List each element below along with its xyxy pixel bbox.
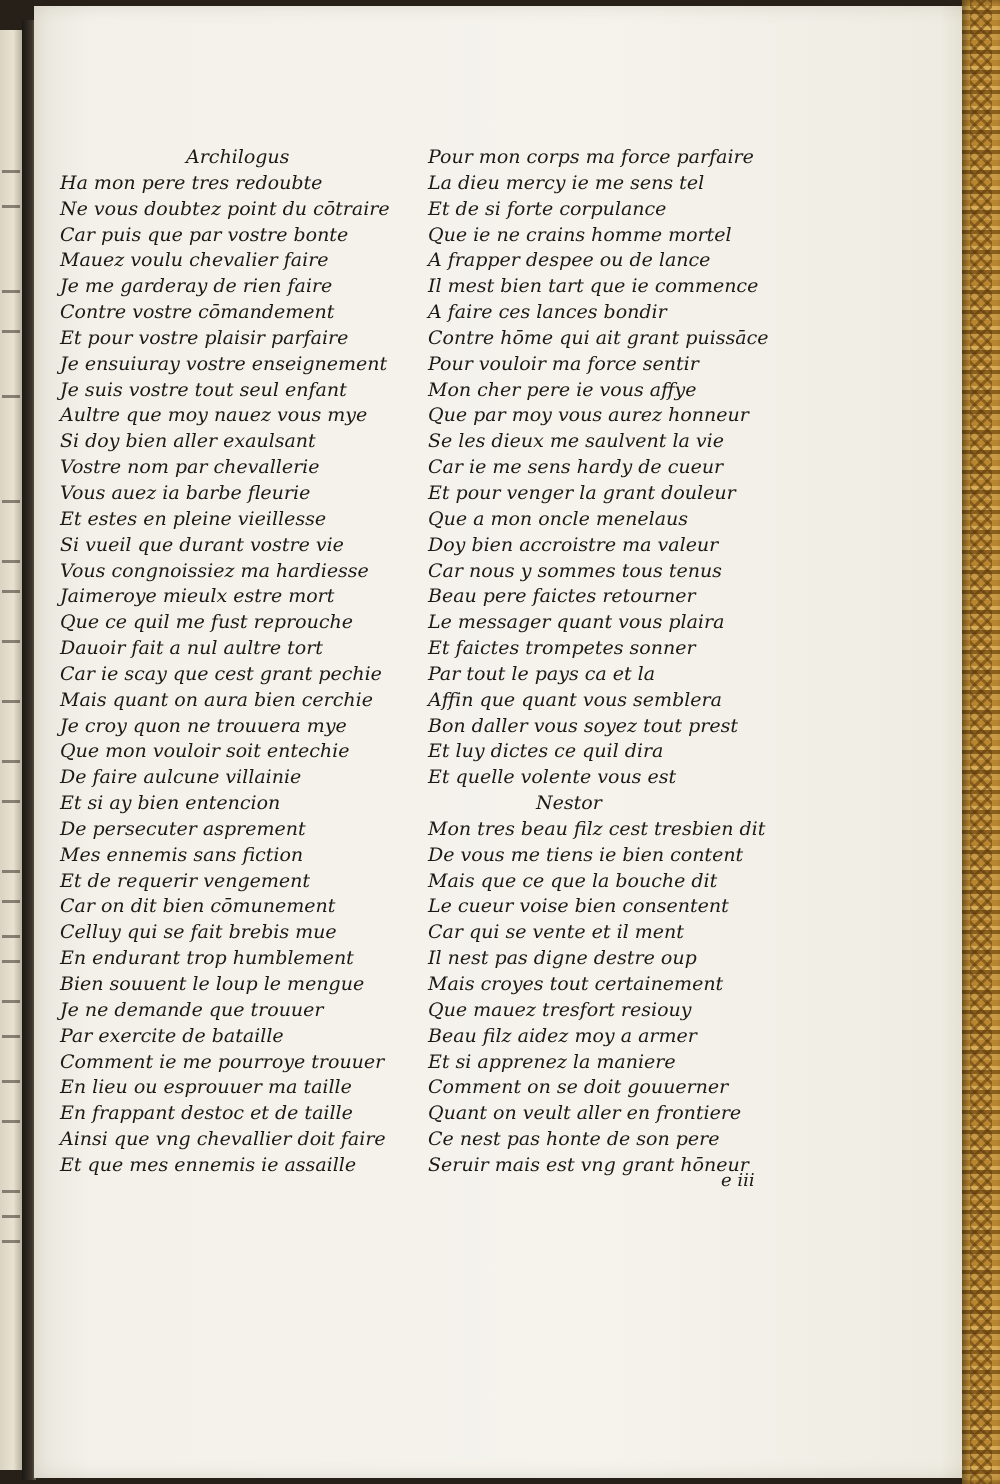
text-fragment bbox=[2, 500, 20, 503]
verse-line: Que ce quil me fust reprouche bbox=[60, 611, 353, 634]
verse-line: Car nous y sommes tous tenus bbox=[428, 559, 722, 582]
verse-line: Contre hōme qui ait grant puissāce bbox=[428, 326, 769, 349]
verse-line: Et luy dictes ce quil dira bbox=[428, 740, 664, 763]
facing-page-text-fragments bbox=[0, 30, 22, 1470]
verse-line: Affin que quant vous semblera bbox=[428, 688, 722, 711]
verse-line: Le messager quant vous plaira bbox=[428, 611, 725, 634]
verse-line: A frapper despee ou de lance bbox=[428, 249, 711, 272]
verse-line: Que mauez tresfort resiouy bbox=[428, 998, 692, 1021]
verse-line: Que par moy vous aurez honneur bbox=[428, 404, 749, 427]
verse-line: Quant on veult aller en frontiere bbox=[428, 1102, 742, 1125]
text-fragment bbox=[2, 900, 20, 903]
verse-line: Par tout le pays ca et la bbox=[428, 662, 656, 685]
verse-line: Car ie scay que cest grant pechie bbox=[60, 662, 382, 685]
verse-line: Bien souuent le loup le mengue bbox=[60, 973, 365, 995]
verse-line: En endurant trop humblement bbox=[60, 947, 354, 970]
text-fragment bbox=[2, 590, 20, 593]
gathering-signature: e iii bbox=[721, 1170, 755, 1191]
verse-line: Mon cher pere ie vous affye bbox=[428, 378, 697, 401]
verse-line: Et pour venger la grant douleur bbox=[428, 481, 736, 504]
verse-line: Pour vouloir ma force sentir bbox=[428, 352, 699, 375]
verse-line: Et quelle volente vous est bbox=[428, 766, 677, 789]
verse-line: Vous auez ia barbe fleurie bbox=[60, 481, 311, 504]
left-text-column bbox=[60, 145, 420, 1179]
text-fragment bbox=[2, 960, 20, 963]
verse-line: Dauoir fait a nul aultre tort bbox=[60, 637, 323, 660]
verse-line: Celluy qui se fait brebis mue bbox=[60, 921, 337, 944]
verse-line: Ainsi que vng chevallier doit faire bbox=[60, 1128, 386, 1151]
verse-line: De vous me tiens ie bien content bbox=[428, 843, 744, 866]
text-fragment bbox=[2, 330, 20, 333]
verse-line: En frappant destoc et de taille bbox=[60, 1102, 353, 1125]
verse-line: Car puis que par vostre bonte bbox=[60, 223, 349, 246]
verse-line: Que ie ne crains homme mortel bbox=[428, 223, 732, 246]
gilt-tooling-pattern bbox=[970, 0, 992, 1484]
facing-page-edge bbox=[0, 30, 22, 1470]
text-fragment bbox=[2, 170, 20, 173]
verse-line: Que a mon oncle menelaus bbox=[428, 507, 689, 530]
verse-line: Il mest bien tart que ie commence bbox=[428, 275, 759, 298]
verse-line: Vous congnoissiez ma hardiesse bbox=[60, 559, 369, 582]
verse-line: Mais que ce que la bouche dit bbox=[428, 869, 718, 892]
verse-line: Le cueur voise bien consentent bbox=[428, 895, 729, 918]
verse-line: Car on dit bien cōmunement bbox=[60, 895, 336, 918]
verse-line: En lieu ou esprouuer ma taille bbox=[60, 1076, 352, 1099]
text-fragment bbox=[2, 1000, 20, 1003]
verse-line: Et faictes trompetes sonner bbox=[428, 637, 696, 660]
text-fragment bbox=[2, 870, 20, 873]
verse-line: A faire ces lances bondir bbox=[428, 301, 667, 324]
verse-line: Je suis vostre tout seul enfant bbox=[60, 378, 347, 401]
verse-line: Et pour vostre plaisir parfaire bbox=[60, 326, 349, 349]
verse-line: Bon daller vous soyez tout prest bbox=[428, 714, 738, 737]
verse-line: Seruir mais est vng grant hōneur bbox=[428, 1153, 749, 1176]
text-fragment bbox=[2, 1120, 20, 1123]
text-fragment bbox=[2, 935, 20, 938]
verse-line: Jaimeroye mieulx estre mort bbox=[60, 585, 335, 608]
text-fragment bbox=[2, 205, 20, 208]
verse-line: Et de requerir vengement bbox=[60, 869, 310, 892]
verse-line: Comment ie me pourroye trouuer bbox=[60, 1050, 385, 1073]
verse-line: Mauez voulu chevalier faire bbox=[60, 249, 329, 272]
verse-line: Par exercite de bataille bbox=[60, 1024, 284, 1047]
text-fragment bbox=[2, 1080, 20, 1083]
verse-line: Car qui se vente et il ment bbox=[428, 921, 684, 944]
verse-line: Je croy quon ne trouuera mye bbox=[60, 714, 347, 737]
verse-line: Et de si forte corpulance bbox=[428, 197, 667, 220]
verse-line: Pour mon corps ma force parfaire bbox=[428, 146, 754, 168]
verse-line: Et estes en pleine vieillesse bbox=[60, 507, 327, 530]
verse-lines bbox=[428, 145, 798, 791]
verse-line: Aultre que moy nauez vous mye bbox=[60, 404, 368, 427]
text-fragment bbox=[2, 1215, 20, 1218]
verse-line: Mais quant on aura bien cerchie bbox=[60, 688, 373, 711]
verse-line: Beau filz aidez moy a armer bbox=[428, 1024, 697, 1047]
text-fragment bbox=[2, 700, 20, 703]
text-fragment bbox=[2, 1190, 20, 1193]
verse-line: Ne vous doubtez point du cōtraire bbox=[60, 197, 390, 220]
text-fragment bbox=[2, 640, 20, 643]
verse-line: Mon tres beau filz cest tresbien dit bbox=[428, 817, 766, 840]
verse-line: Contre vostre cōmandement bbox=[60, 301, 335, 324]
verse-line: De persecuter asprement bbox=[60, 817, 306, 840]
verse-line: Si vueil que durant vostre vie bbox=[60, 533, 344, 556]
text-fragment bbox=[2, 1035, 20, 1038]
verse-line: Car ie me sens hardy de cueur bbox=[428, 456, 724, 479]
verse-line: Et si apprenez la maniere bbox=[428, 1050, 676, 1073]
verse-line: Se les dieux me saulvent la vie bbox=[428, 430, 724, 453]
verse-line: Que mon vouloir soit entechie bbox=[60, 740, 350, 763]
verse-line: Comment on se doit gouuerner bbox=[428, 1076, 729, 1099]
verse-line: Et si ay bien entencion bbox=[60, 792, 281, 815]
verse-line: Je me garderay de rien faire bbox=[60, 275, 333, 298]
verse-line: Doy bien accroistre ma valeur bbox=[428, 533, 719, 556]
verse-line: La dieu mercy ie me sens tel bbox=[428, 171, 705, 194]
text-fragment bbox=[2, 1240, 20, 1243]
text-fragment bbox=[2, 560, 20, 563]
verse-line: Vostre nom par chevallerie bbox=[60, 456, 320, 479]
verse-lines bbox=[60, 171, 420, 1179]
text-fragment bbox=[2, 395, 20, 398]
verse-line: Je ensuiuray vostre enseignement bbox=[60, 352, 388, 375]
text-fragment bbox=[2, 760, 20, 763]
right-text-column bbox=[428, 145, 798, 1179]
speaker-heading: Nestor bbox=[536, 792, 602, 815]
verse-line: De faire aulcune villainie bbox=[60, 766, 302, 789]
verse-line: Si doy bien aller exaulsant bbox=[60, 430, 316, 453]
text-fragment bbox=[2, 290, 20, 293]
verse-lines bbox=[428, 817, 798, 1179]
verse-line: Mes ennemis sans fiction bbox=[60, 843, 304, 866]
verse-line: Il nest pas digne destre oup bbox=[428, 947, 697, 970]
verse-line: Beau pere faictes retourner bbox=[428, 585, 696, 608]
text-fragment bbox=[2, 800, 20, 803]
verse-line: Ha mon pere tres redoubte bbox=[60, 171, 323, 194]
verse-line: Ce nest pas honte de son pere bbox=[428, 1128, 720, 1151]
verse-line: Et que mes ennemis ie assaille bbox=[60, 1153, 357, 1176]
speaker-heading: Archilogus bbox=[186, 146, 290, 168]
verse-line: Mais croyes tout certainement bbox=[428, 973, 724, 995]
verse-line: Je ne demande que trouuer bbox=[60, 998, 324, 1021]
